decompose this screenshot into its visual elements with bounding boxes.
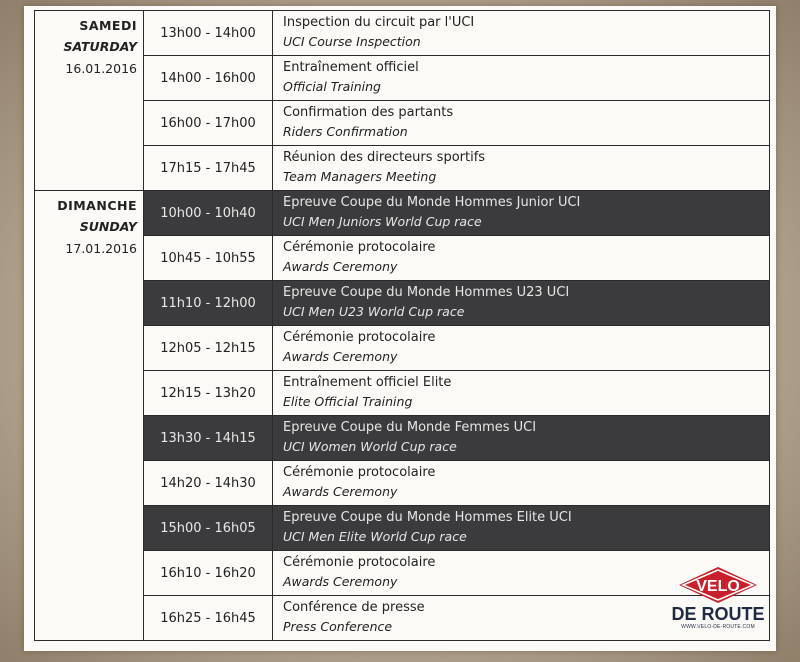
event-description — [273, 416, 770, 461]
velo-de-route-logo — [668, 566, 764, 636]
schedule-row — [35, 56, 770, 101]
schedule-row — [35, 596, 770, 641]
schedule-row — [35, 191, 770, 236]
event-title-fr: Entraînement officiel — [283, 60, 419, 75]
logo-main-text: VELO — [696, 578, 740, 595]
schedule-row — [35, 371, 770, 416]
event-title-en: UCI Women World Cup race — [283, 439, 457, 454]
schedule-row — [35, 506, 770, 551]
event-description — [273, 101, 770, 146]
event-description — [273, 11, 770, 56]
event-title-en: Awards Ceremony — [283, 574, 398, 589]
event-time: 16h00 - 17h00 — [144, 101, 273, 146]
schedule-row — [35, 101, 770, 146]
event-time: 14h00 - 16h00 — [144, 56, 273, 101]
event-title-fr: Cérémonie protocolaire — [283, 330, 436, 345]
event-time: 13h00 - 14h00 — [144, 11, 273, 56]
event-time: 10h00 - 10h40 — [144, 191, 273, 236]
day-name-en: SUNDAY — [79, 219, 137, 234]
event-title-en: Awards Ceremony — [283, 259, 398, 274]
day-name-fr: DIMANCHE — [57, 198, 137, 213]
event-title-en: Elite Official Training — [283, 394, 413, 409]
event-time: 11h10 - 12h00 — [144, 281, 273, 326]
event-title-en: Team Managers Meeting — [283, 169, 437, 184]
event-title-fr: Conférence de presse — [283, 600, 425, 615]
event-title-en: Awards Ceremony — [283, 484, 398, 499]
event-title-en: Official Training — [283, 79, 381, 94]
event-description — [273, 281, 770, 326]
event-title-fr: Cérémonie protocolaire — [283, 555, 436, 570]
event-time: 12h05 - 12h15 — [144, 326, 273, 371]
event-description — [273, 461, 770, 506]
event-title-fr: Epreuve Coupe du Monde Femmes UCI — [283, 420, 537, 435]
event-time: 16h10 - 16h20 — [144, 551, 273, 596]
race-schedule-table — [34, 10, 770, 641]
day-date: 17.01.2016 — [65, 241, 137, 256]
event-time: 12h15 - 13h20 — [144, 371, 273, 416]
event-title-en: Awards Ceremony — [283, 349, 398, 364]
event-title-fr: Entraînement officiel Elite — [283, 375, 452, 390]
event-title-fr: Confirmation des partants — [283, 105, 454, 120]
logo-diamond-icon — [678, 566, 758, 604]
event-description — [273, 506, 770, 551]
event-title-fr: Epreuve Coupe du Monde Hommes Elite UCI — [283, 510, 572, 525]
event-time: 10h45 - 10h55 — [144, 236, 273, 281]
event-description — [273, 56, 770, 101]
day-name-fr: SAMEDI — [79, 18, 137, 33]
event-title-en: UCI Men U23 World Cup race — [283, 304, 465, 319]
event-title-en: UCI Men Elite World Cup race — [283, 529, 467, 544]
event-description — [273, 326, 770, 371]
event-title-fr: Epreuve Coupe du Monde Hommes Junior UCI — [283, 195, 581, 210]
event-description — [273, 236, 770, 281]
schedule-row — [35, 11, 770, 56]
schedule-row — [35, 461, 770, 506]
logo-url: WWW.VELO-DE-ROUTE.COM — [681, 624, 755, 630]
schedule-row — [35, 326, 770, 371]
event-title-en: Press Conference — [283, 619, 393, 634]
event-time: 16h25 - 16h45 — [144, 596, 273, 641]
schedule-row — [35, 146, 770, 191]
schedule-row — [35, 281, 770, 326]
event-title-fr: Réunion des directeurs sportifs — [283, 150, 486, 165]
event-title-en: Riders Confirmation — [283, 124, 408, 139]
logo-subtitle: DE ROUTE — [671, 604, 765, 624]
event-title-fr: Epreuve Coupe du Monde Hommes U23 UCI — [283, 285, 570, 300]
event-description — [273, 146, 770, 191]
event-time: 15h00 - 16h05 — [144, 506, 273, 551]
event-time: 14h20 - 14h30 — [144, 461, 273, 506]
day-name-en: SATURDAY — [63, 39, 137, 54]
event-title-en: UCI Course Inspection — [283, 34, 421, 49]
event-title-fr: Cérémonie protocolaire — [283, 465, 436, 480]
day-cell — [35, 191, 144, 641]
day-date: 16.01.2016 — [65, 61, 137, 76]
event-title-fr: Cérémonie protocolaire — [283, 240, 436, 255]
event-title-en: UCI Men Juniors World Cup race — [283, 214, 482, 229]
event-title-fr: Inspection du circuit par l'UCI — [283, 15, 475, 30]
schedule-row — [35, 551, 770, 596]
event-time: 17h15 - 17h45 — [144, 146, 273, 191]
day-cell — [35, 11, 144, 191]
event-description — [273, 191, 770, 236]
event-description — [273, 371, 770, 416]
event-time: 13h30 - 14h15 — [144, 416, 273, 461]
schedule-row — [35, 416, 770, 461]
schedule-row — [35, 236, 770, 281]
